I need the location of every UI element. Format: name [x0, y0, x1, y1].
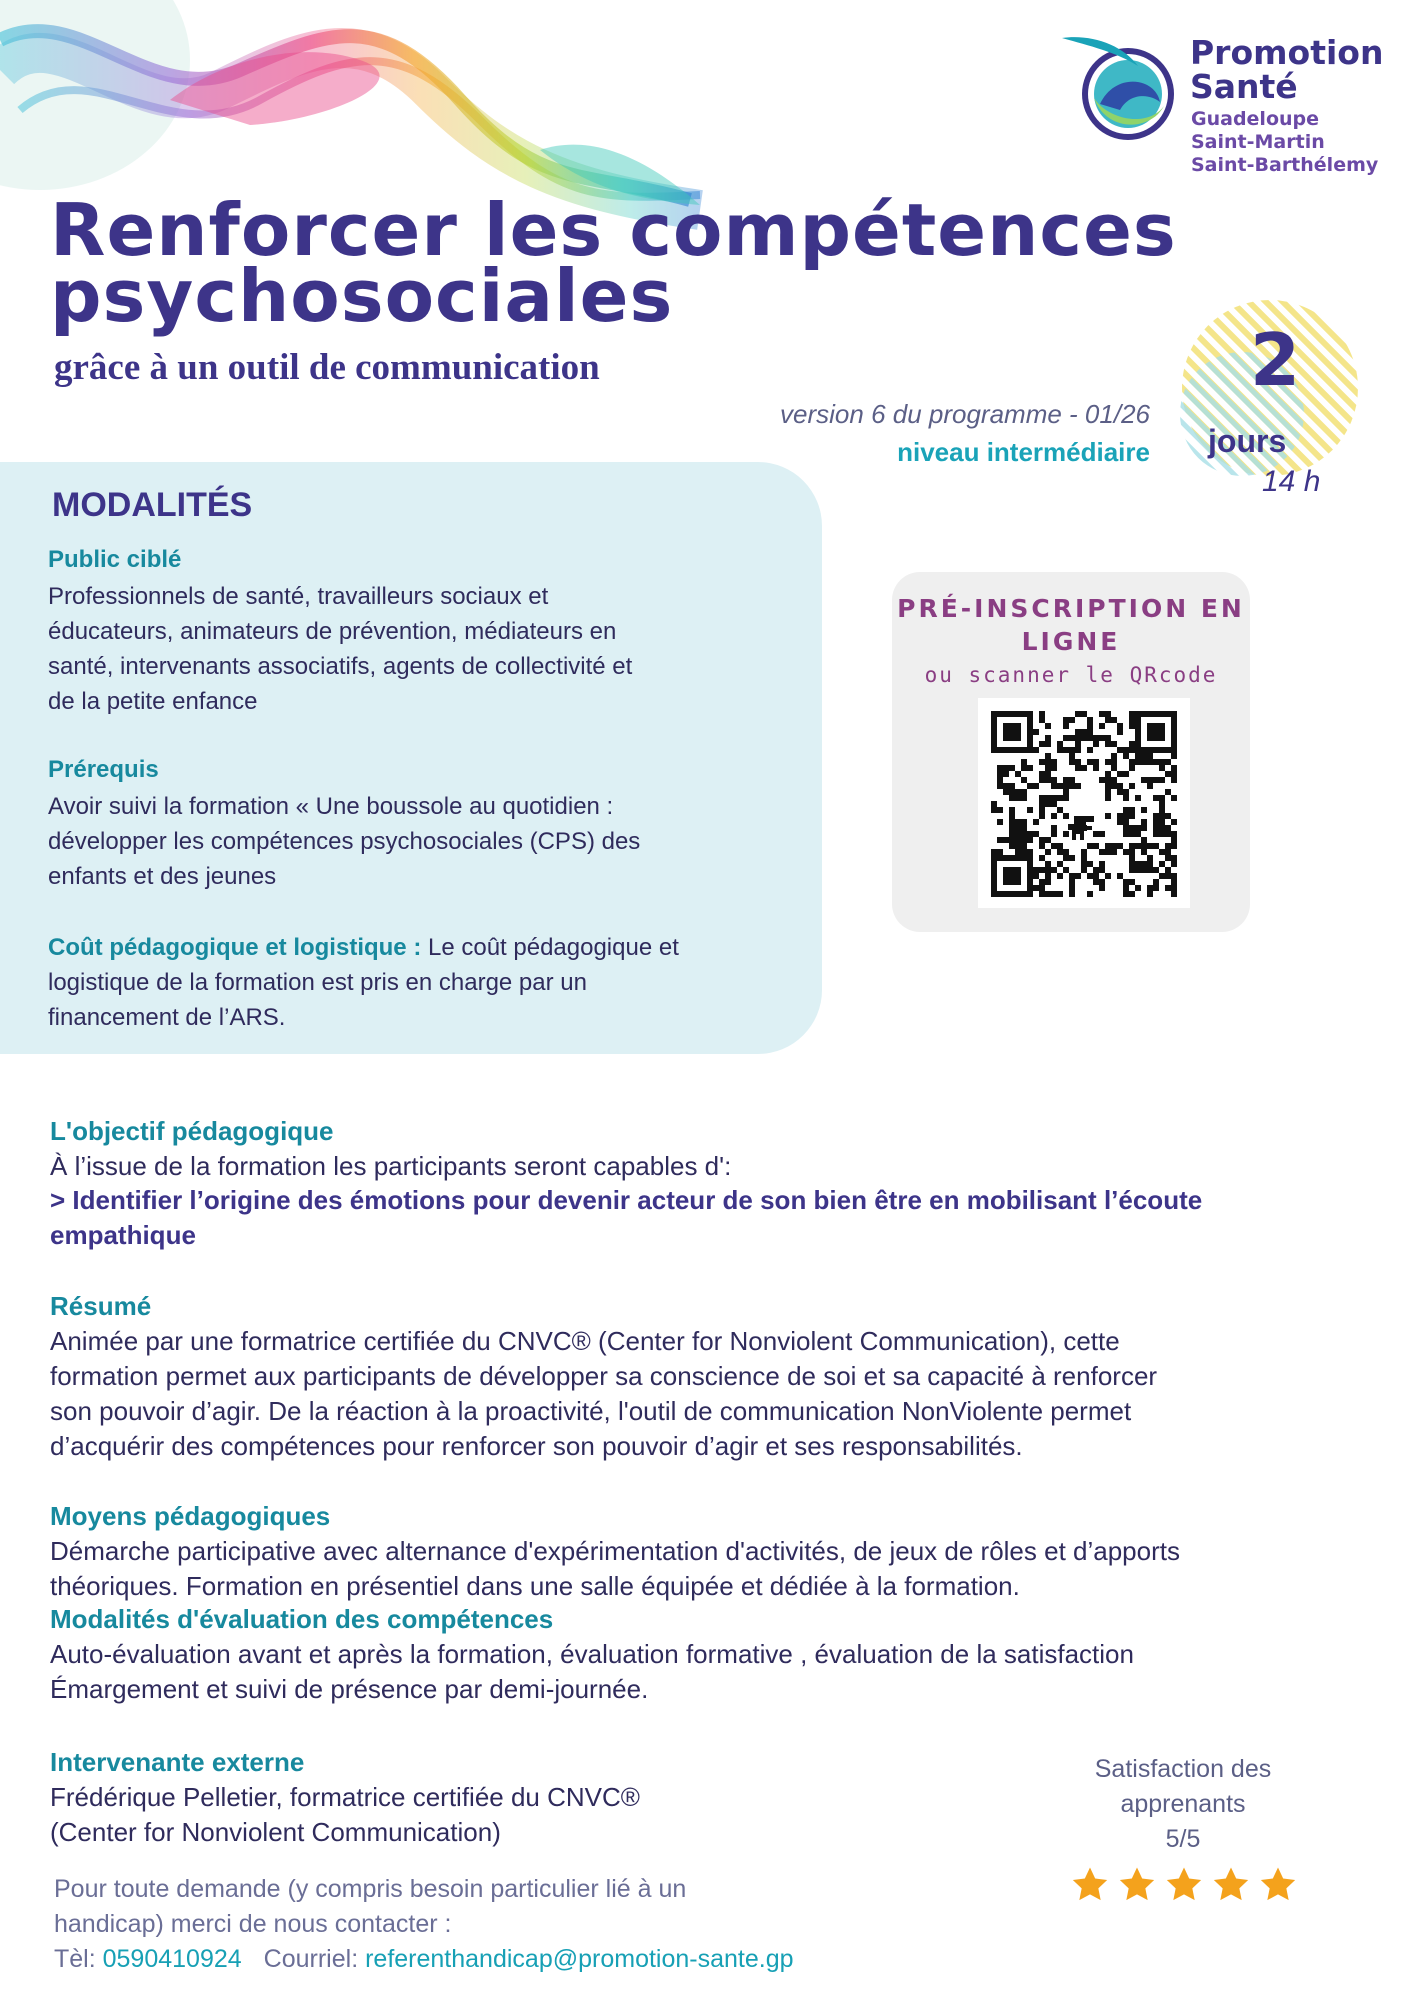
public-cible-line: Professionnels de santé, travailleurs sociaux et: [48, 583, 549, 610]
program-level: niveau intermédiaire: [897, 437, 1150, 467]
logo-guadeloupe-text: Guadeloupe: [1191, 108, 1320, 130]
prerequis-line: Avoir suivi la formation « Une boussole au quotidien :: [48, 793, 614, 820]
intervenante-text: [50, 1780, 850, 1850]
page-title-line-1: Renforcer les compétences: [50, 188, 1177, 272]
satisfaction-score: 5/5: [1165, 1825, 1201, 1853]
prerequis-label: Prérequis: [48, 756, 159, 783]
moyens-line: théoriques. Formation en présentiel dans une salle équipée et dédiée à la formation.: [50, 1571, 1020, 1601]
public-cible-line: éducateurs, animateurs de prévention, médiateurs en: [48, 618, 617, 645]
public-cible-text: [48, 579, 632, 719]
objectif-goal-line: > Identifier l’origine des émotions pour devenir acteur de son bien être en mobilisant l’écoute: [50, 1185, 1203, 1215]
mail-label: Courriel:: [263, 1945, 366, 1973]
scan-qrcode-text: ou scanner le QRcode: [924, 663, 1218, 687]
objectif-intro: À l’issue de la formation les participants seront capables d':: [50, 1151, 732, 1181]
cout-label: Coût pédagogique et logistique :: [48, 934, 422, 961]
contact-info: [54, 1872, 854, 1977]
page-title-line-2: psychosociales: [50, 254, 674, 338]
resume-text: [50, 1324, 1340, 1464]
pre-inscription-card[interactable]: [892, 572, 1250, 932]
intervenante-line: (Center for Nonviolent Communication): [50, 1817, 501, 1847]
star-icon: [1117, 1865, 1157, 1905]
program-version: version 6 du programme - 01/26: [780, 399, 1150, 429]
pre-inscription-title-line: PRÉ-INSCRIPTION EN: [897, 594, 1245, 623]
logo-saint-martin-text: Saint-Martin: [1191, 131, 1325, 153]
promotion-sante-logo: [1060, 32, 1400, 182]
duration-days-unit: jours: [1208, 423, 1287, 459]
cout-line: financement de l’ARS.: [48, 1004, 286, 1031]
resume-label: Résumé: [50, 1291, 152, 1321]
moyens-text: [50, 1534, 1340, 1604]
star-icon: [1164, 1865, 1204, 1905]
duration-days-number: 2: [1250, 318, 1301, 402]
satisfaction-block: [1068, 1752, 1298, 1857]
resume-line: formation permet aux participants de développer sa conscience de soi et sa capacité à renforcer: [50, 1361, 1158, 1391]
resume-line: d’acquérir des compétences pour renforcer son pouvoir d’agir et ses responsabilités.: [50, 1431, 1023, 1461]
pre-inscription-title-line: LIGNE: [1021, 627, 1121, 656]
phone-link[interactable]: 0590410924: [102, 1945, 242, 1973]
cout-line-first: [48, 930, 679, 965]
intervenante-line: Frédérique Pelletier, formatrice certifiée du CNVC®: [50, 1782, 640, 1812]
evaluation-text: [50, 1637, 1340, 1707]
satisfaction-line: apprenants: [1120, 1790, 1246, 1818]
satisfaction-stars: [1070, 1865, 1310, 1909]
star-icon: [1258, 1865, 1298, 1905]
registration-qr-code[interactable]: [978, 698, 1190, 908]
logo-sante-text: Santé: [1190, 67, 1298, 106]
prerequis-text: [48, 789, 640, 894]
duration-badge: [1150, 292, 1370, 512]
page-subtitle: grâce à un outil de communication: [54, 347, 600, 388]
public-cible-line: de la petite enfance: [48, 688, 258, 715]
resume-line: Animée par une formatrice certifiée du CNVC® (Center for Nonviolent Communication), cette: [50, 1326, 1120, 1356]
evaluation-label: Modalités d'évaluation des compétences: [50, 1604, 554, 1634]
cout-line: logistique de la formation est pris en charge par un: [48, 969, 587, 996]
contact-line: handicap) merci de nous contacter :: [54, 1910, 452, 1938]
email-link[interactable]: referenthandicap@promotion-sante.gp: [365, 1945, 794, 1973]
qr-code-icon: [978, 698, 1190, 908]
objectif-goal-line: empathique: [50, 1220, 196, 1250]
star-icon: [1070, 1865, 1110, 1905]
moyens-label: Moyens pédagogiques: [50, 1501, 331, 1531]
tel-label: Tèl:: [54, 1945, 103, 1973]
logo-promotion-text: Promotion: [1190, 33, 1384, 72]
cout-text: [48, 930, 679, 1035]
resume-line: son pouvoir d’agir. De la réaction à la proactivité, l'outil de communication NonViolente permet: [50, 1396, 1132, 1426]
prerequis-line: développer les compétences psychosociales (CPS) des: [48, 828, 641, 855]
modalites-heading: MODALITÉS: [52, 486, 253, 524]
contact-details-line: [54, 1942, 854, 1977]
public-cible-label: Public ciblé: [48, 546, 182, 573]
logo-saint-barthelemy-text: Saint-Barthélemy: [1191, 154, 1379, 176]
evaluation-line: Auto-évaluation avant et après la formation, évaluation formative , évaluation de la satisfaction: [50, 1639, 1134, 1669]
intervenante-label: Intervenante externe: [50, 1747, 305, 1777]
public-cible-line: santé, intervenants associatifs, agents de collectivité et: [48, 653, 633, 680]
moyens-line: Démarche participative avec alternance d'expérimentation d'activités, de jeux de rôles et d’apports: [50, 1536, 1180, 1566]
satisfaction-line: Satisfaction des: [1094, 1755, 1272, 1783]
prerequis-line: enfants et des jeunes: [48, 863, 277, 890]
objectif-goal: [50, 1183, 1290, 1253]
evaluation-line: Émargement et suivi de présence par demi-journée.: [50, 1674, 649, 1704]
objectif-label: L'objectif pédagogique: [50, 1116, 334, 1146]
wave-logo-icon: [1060, 32, 1182, 144]
duration-hours: 14 h: [1262, 465, 1321, 498]
contact-line: Pour toute demande (y compris besoin particulier lié à un: [54, 1875, 687, 1903]
star-icon: [1211, 1865, 1251, 1905]
cout-line-rest: Le coût pédagogique et: [421, 934, 679, 961]
pre-inscription-title: [892, 592, 1250, 658]
